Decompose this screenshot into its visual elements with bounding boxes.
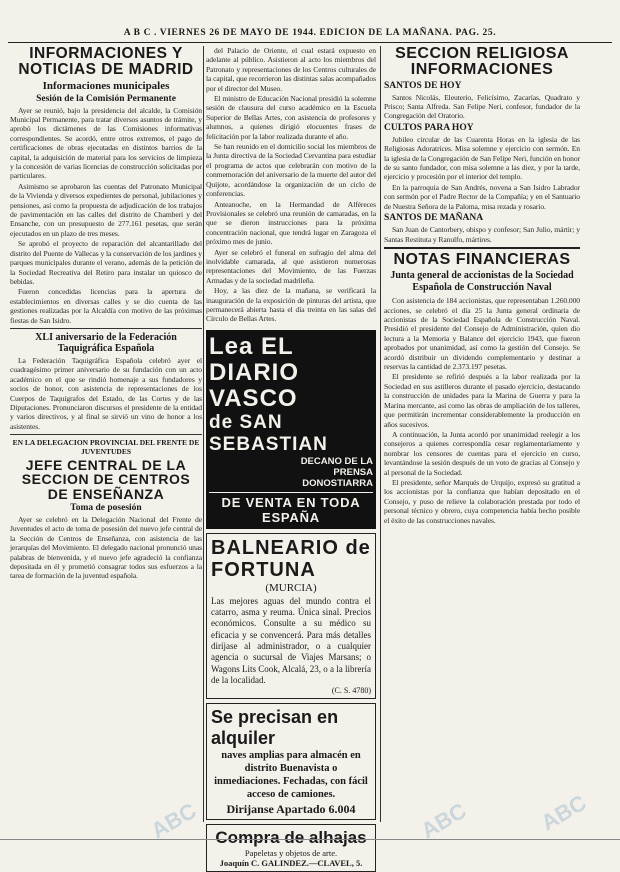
ad-balneario-title: BALNEARIO de FORTUNA: [211, 536, 371, 581]
ad-diario-vasco: [206, 330, 376, 529]
paragraph: Se han reunido en el domicilio social los miembros de la Junta directiva de la Sociedad Cervantina para estudiar el programa de actos que celebrarán con motivo de la conmemoración del aniversario de la muerte del autor del Quijote, acordándose la organización de un ciclo de conferencias.: [206, 142, 376, 199]
paragraph: Jubileo circular de las Cuarenta Horas en la iglesia de las Religiosas Adoratrices. Misa solemne y ejercicio con sermón. En la iglesia de la Congregación de San Felipe Neri, función en honor de su santo fundador, con misa solemne a las diez, y por la tarde, ejercicio y procesión por el interior del templo.: [384, 134, 580, 182]
article-body: [10, 356, 202, 431]
ad-compra-title: Compra de alhajas: [215, 828, 367, 848]
article-body: [384, 93, 580, 121]
divider: [384, 247, 580, 249]
ad-balneario-subtitle: (MURCIA): [265, 581, 317, 594]
ad-alquiler: [206, 703, 376, 820]
paragraph: Ayer se reunió, bajo la presidencia del alcalde, la Comisión Municipal Permanente, para tratar diversos asuntos de trámite, y aprobó los dictámenes de las Comisiones informativas correspondientes. Se acordó, entre otros extremos, el pago de certificaciones de obras ejecutadas en distintos barrios de la capital, la adquisición de material para los servicios de limpieza y la concesión de varias licencias de construcción solicitadas por particulares.: [10, 105, 202, 181]
section-headline: NOTAS FINANCIERAS: [393, 250, 571, 268]
ad-alquiler-contact: Dirijanse Apartado 6.004: [226, 802, 356, 817]
section-headline-line-2: INFORMACIONES: [410, 61, 554, 79]
paragraph: Santos Nicolás, Eleuterio, Felicísimo, Zacarías, Quadrato y Prisco; Santa Alfreda. San Felipe Neri, confesor, fundador de la Congregación del Oratorio.: [384, 92, 580, 121]
paragraph: La Federación Taquigráfica Española celebró ayer el cuadragésimo primer aniversario de su fundación con un acto académico en el que se rindió homenaje a sus fundadores y socios de honor, con asistencia de representaciones de los Cuerpos de Taquígrafos del Estado, de las Cortes y de las Diputaciones. Pronunciaron discursos el presidente de la entidad y varios directivos, y al final se sirvió un vino de honor a los asistentes.: [10, 355, 202, 431]
paragraph: El presidente se refirió después a la labor realizada por la Sociedad en sus astilleros durante el pasado ejercicio, destacando la construcción de unidades para la Marina de Guerra y para la Marina mercante, así como las obras de ampliación de los talleres, que permitirán incrementar considerablemente la producción en años sucesivos.: [384, 372, 580, 429]
article-body: [384, 296, 580, 525]
ad-compra-line-1: Papeletas y objetos de arte.: [244, 848, 338, 859]
article-title: XLI aniversario de la Federación Taquigráfica Española: [35, 331, 177, 354]
ad-compra: [206, 824, 376, 872]
article-kicker: EN LA DELEGACION PROVINCIAL DEL FRENTE DE JUVENTUDES: [12, 438, 200, 457]
paragraph: Ayer se celebró el funeral en sufragio del alma del inolvidable camarada, al que asistieron numerosas representaciones del Movimiento, de las Fuerzas Armadas y de la sociedad madrileña.: [206, 247, 376, 285]
ad-diario-line-4: DE VENTA EN TODA ESPAÑA: [209, 492, 373, 525]
page-bottom-rule: [0, 839, 620, 840]
column-rule: [203, 46, 204, 822]
section-title: Informaciones municipales: [42, 79, 170, 92]
article-body: [206, 46, 376, 324]
paragraph: A continuación, la Junta acordó por unanimidad reelegir a los consejeros a quienes correspondía cesar reglamentariamente y nombrar los censores de cuentas para el ejercicio en curso, levantándose la sesión después de un voto de gracias al Consejo y al personal de la Sociedad.: [384, 429, 580, 477]
column-2: [206, 46, 376, 869]
paragraph: Anteanoche, en la Hermandad de Alféreces Provisionales se celebró una reunión de camaradas, en la que se dieron instrucciones para la próxima concentración nacional, que tendrá lugar en Zaragoza el próximo mes de junio.: [206, 199, 376, 247]
paragraph: Hoy, a las diez de la mañana, se verificará la inauguración de la exposición de pinturas del artista, que permanecerá abierta hasta el día treinta en las salas del Círculo de Bellas Artes.: [206, 286, 376, 324]
main-headline-line-1: INFORMACIONES Y: [29, 45, 183, 62]
watermark-stamp: ABC: [536, 789, 591, 836]
watermark-stamp: ABC: [416, 797, 471, 844]
column-rule: [380, 46, 381, 822]
article-subtitle: Toma de posesión: [70, 502, 142, 513]
paragraph: En la parroquia de San Andrés, novena a San Isidro Labrador con sermón por el Padre Rector de la Compañía; y en el Santuario de Nuestra Señora de la Paloma, misa rezada y rosario.: [384, 182, 580, 211]
ad-balneario-text: Las mejores aguas del mundo contra el catarro, asma y reuma. Única sinal. Precios económicos. Consulte a su médico su eficacia y se convencerá. Para más detalles diríjase al administrador, o a cualquier agencia o sucursal de Viajes Marsans; o Wagons Lits Cook, Alcalá, 23, o a la librería de la localidad.: [211, 595, 371, 685]
article-body: [384, 225, 580, 244]
paragraph: Fueron concedidas licencias para la apertura de establecimientos en diversas calles y se dio cuenta de las gestiones realizadas por la Alcaldía con motivo de las próximas fiestas de San Isidro.: [10, 287, 202, 325]
article-headline-line-3: DE ENSEÑANZA: [47, 485, 165, 502]
article-headline-line-2: SECCION DE CENTROS: [21, 471, 191, 488]
paragraph: del Palacio de Oriente, el cual estará expuesto en adelante al público. Asistieron al acto los miembros del Patronato y representaciones de los Centros culturales de la capital, que recorrieron las distintas salas acompañados por el director del Museo.: [206, 46, 376, 93]
ad-compra-line-2: Joaquín C. GALINDEZ.—CLAVEL, 5.: [219, 858, 363, 869]
subhead: CULTOS PARA HOY: [384, 122, 474, 133]
section-headline-line-1: SECCION RELIGIOSA: [395, 45, 569, 62]
article-body: [10, 106, 202, 325]
article-headline-line-1: JEFE CENTRAL DE LA: [25, 457, 187, 474]
watermark-stamp: ABC: [146, 797, 201, 844]
page-header: A B C . VIERNES 26 DE MAYO DE 1944. EDICION DE LA MAÑANA. PAG. 25.: [8, 28, 612, 43]
paragraph: San Juan de Cantorbery, obispo y confesor; San Julio, mártir; y Santas Restituta y Ranulfo, mártires.: [384, 225, 580, 244]
paragraph: Asimismo se aprobaron las cuentas del Patronato Municipal de la Vivienda y diversos expedientes de personal, jubilaciones y pensiones, así como la propuesta de adjudicación de los trabajos de pavimentación en las calles del distrito de Chamberí y del Ensanche, con un presupuesto de 277.161 pesetas, que serán ejecutados en un plazo de tres meses.: [10, 181, 202, 238]
ad-diario-tagline-wrap: [209, 456, 373, 489]
ad-alquiler-title: Se precisan en alquiler: [211, 707, 339, 749]
paragraph: Con asistencia de 184 accionistas, que representaban 1.260.000 acciones, se celebró el día 25 la Junta general ordinaria de accionistas de la Sociedad Española de Construcción Naval. Presidió el presidente del Consejo de Administración, quien dio lectura a la Memoria y Balance del ejercicio 1943, que fueron aprobados por unanimidad, así como la gestión del Consejo. Se acordó distribuir un dividendo complementario y destinar a reservas la cantidad de 2.373.197 pesetas.: [384, 296, 580, 372]
ad-balneario: [206, 533, 376, 699]
article-title: Junta general de accionistas de la Sociedad Española de Construcción Naval: [390, 270, 574, 294]
article-body: [10, 515, 202, 581]
ad-diario-tagline: DECANO DE LA PRENSA DONOSTIARRA: [300, 455, 373, 489]
column-3: [384, 46, 580, 822]
main-headline-line-2: NOTICIAS DE MADRID: [18, 60, 194, 78]
ad-balneario-ref: (C. S. 4780): [331, 686, 371, 696]
subsection-title: Sesión de la Comisión Permanente: [36, 93, 176, 104]
paragraph: El presidente, señor Marqués de Urquijo, expresó su gratitud a los accionistas por la confianza que habían depositado en el Consejo, y puso de relieve la colaboración prestada por todo el personal técnico y obrero, cuya competencia había hecho posible el éxito de las construcciones navales.: [384, 477, 580, 525]
paragraph: Se aprobó el proyecto de reparación del alcantarillado del distrito del Puente de Vallecas y la conservación de los jardines y parques municipales durante el verano, además de la petición de la Sociedad Recreativa del Retiro para instalar un quiosco de bebidas.: [10, 239, 202, 286]
ad-diario-line-1: Lea EL DIARIO VASCO: [209, 332, 299, 412]
subhead: SANTOS DE MAÑANA: [384, 213, 484, 224]
divider: [10, 328, 202, 329]
paragraph: Ayer se celebró en la Delegación Nacional del Frente de Juventudes el acto de toma de posesión del nuevo jefe central de la Sección de Centros de Enseñanza, con asistencia de las jerarquías del Movimiento. El delegado nacional pronunció unas palabras de bienvenida, y el nuevo jefe agradeció la confianza depositada en él y prometió consagrar todos sus esfuerzos a la tarea de formación de la juventud española.: [10, 514, 202, 581]
column-1: [10, 46, 202, 822]
ad-alquiler-text: naves amplias para almacén en distrito Buenavista o inmediaciones. Fechadas, con fácil acceso de camiones.: [214, 750, 368, 801]
divider: [10, 434, 202, 435]
subhead: SANTOS DE HOY: [384, 80, 462, 91]
paragraph: El ministro de Educación Nacional presidió la solemne sesión de clausura del curso académico en la Escuela Superior de Bellas Artes, con asistencia de profesores y alumnos, a quienes dirigió elocuentes frases de felicitación por la labor realizada durante el año.: [206, 94, 376, 141]
article-body: [384, 135, 580, 211]
ad-diario-line-2: de SAN SEBASTIAN: [209, 411, 328, 455]
